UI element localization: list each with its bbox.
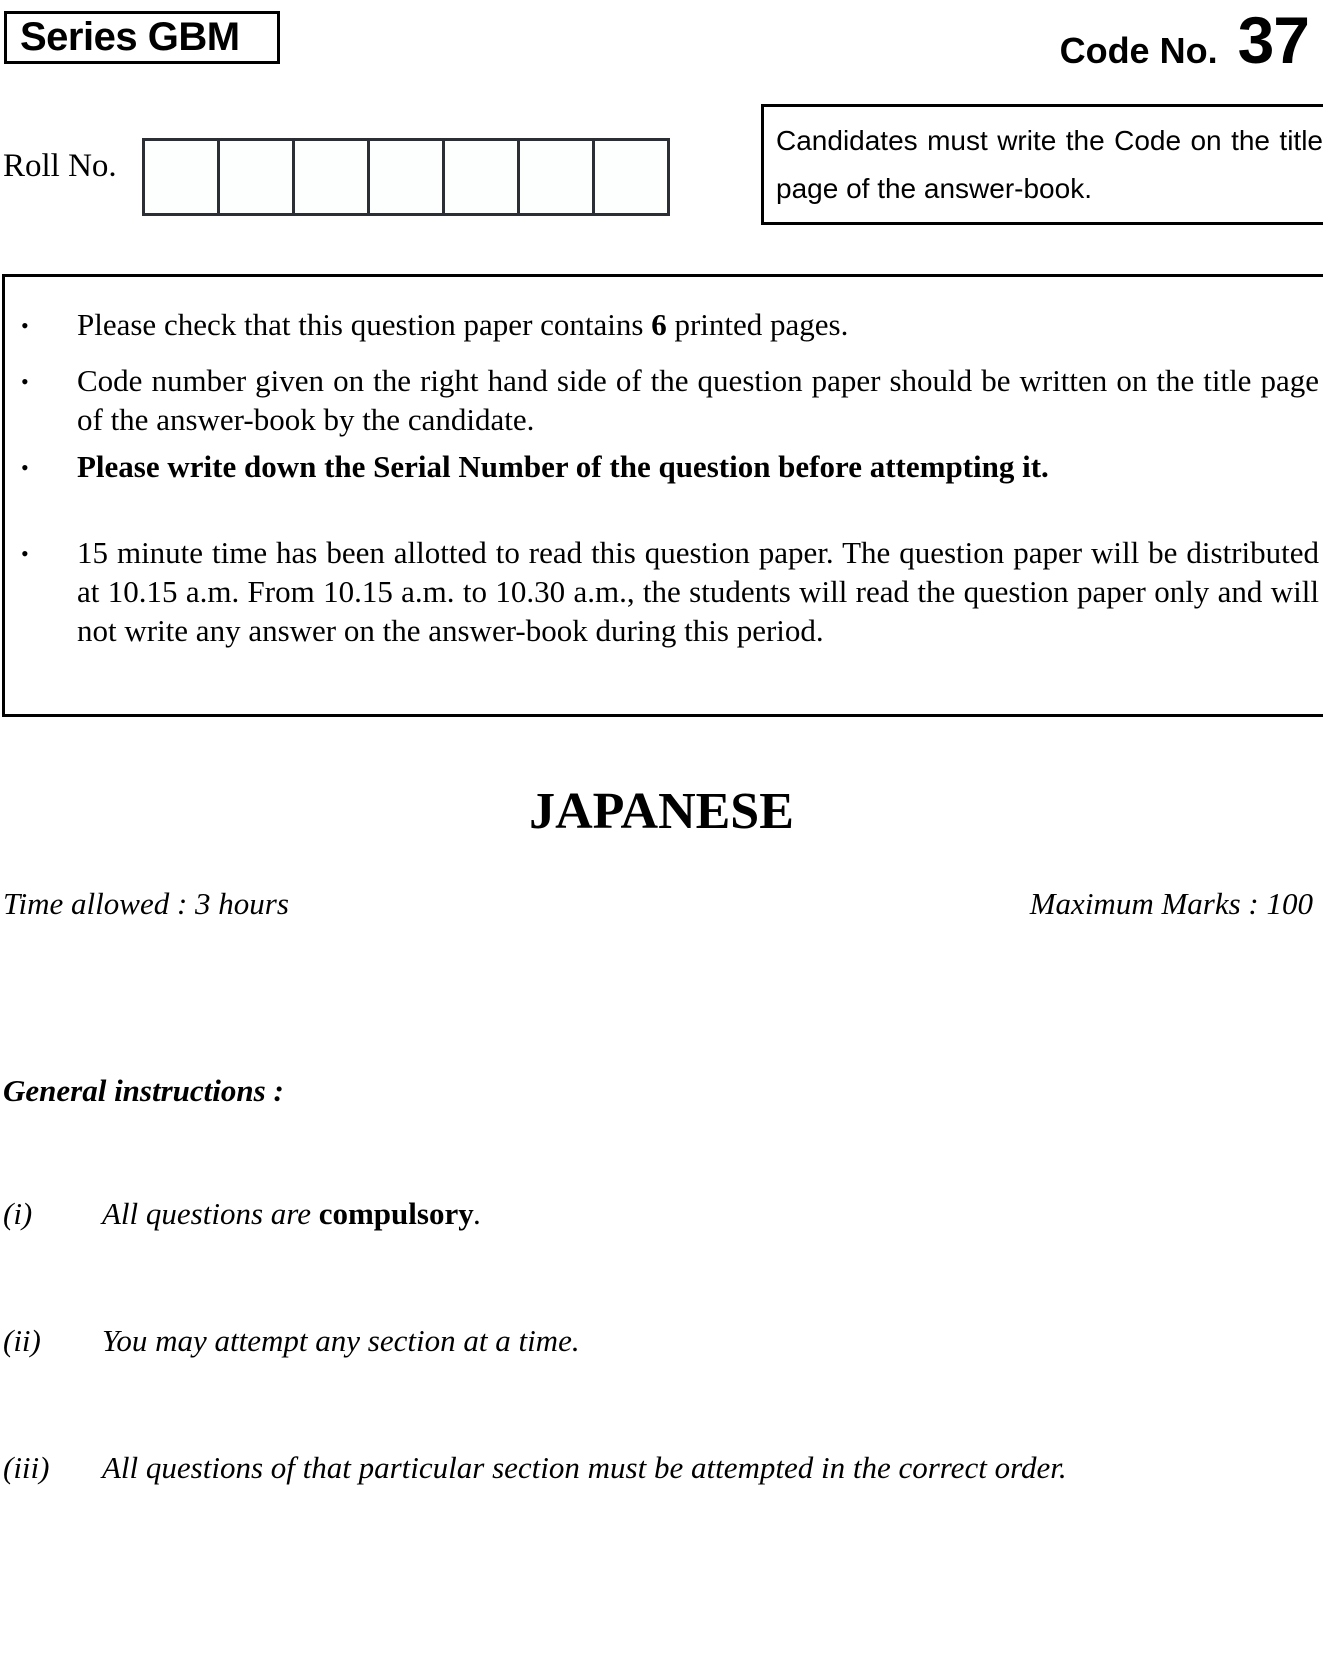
bullet-icon: • <box>21 541 29 566</box>
notice-item <box>77 305 1319 344</box>
instruction-item: You may attempt any section at a time. <box>102 1323 580 1358</box>
instruction-number: (iii) <box>3 1450 50 1485</box>
instruction-number: (ii) <box>3 1323 41 1358</box>
roll-number-cell[interactable] <box>520 141 595 213</box>
series-label: Series GBM <box>4 11 280 64</box>
notice-text: printed pages. <box>666 307 849 342</box>
notice-box <box>2 274 1323 717</box>
notice-item: Code number given on the right hand side of the question paper should be written on the title page of the answer-book by the candidate. <box>77 363 1319 437</box>
roll-number-cell[interactable] <box>370 141 445 213</box>
bullet-icon: • <box>21 455 29 480</box>
roll-number-cell[interactable] <box>145 141 220 213</box>
general-instructions-heading: General instructions : <box>3 1073 284 1108</box>
roll-number-cell[interactable] <box>295 141 370 213</box>
roll-number-boxes <box>142 138 670 216</box>
bullet-icon: • <box>21 369 29 394</box>
code-number <box>1059 2 1309 77</box>
roll-number-cell[interactable] <box>595 141 667 213</box>
time-allowed: Time allowed : 3 hours <box>3 886 289 921</box>
notice-item: Please write down the Serial Number of the question before attempting it. <box>77 449 1049 484</box>
notice-item: 15 minute time has been allotted to read this question paper. The question paper will be distributed at 10.15 a.m. From 10.15 a.m. to 10.30 a.m., the students will read the question paper only and will not write any answer on the answer-book during this period. <box>77 535 1319 648</box>
bullet-icon: • <box>21 313 29 338</box>
instruction-text: . <box>473 1196 482 1231</box>
instruction-item <box>102 1196 481 1232</box>
roll-number-cell[interactable] <box>220 141 295 213</box>
instruction-item: All questions of that particular section must be attempted in the correct order. <box>102 1450 1067 1485</box>
maximum-marks: Maximum Marks : 100 <box>1029 886 1313 921</box>
notice-text: Please check that this question paper contains <box>77 307 652 342</box>
candidate-code-note: Candidates must write the Code on the title page of the answer-book. <box>761 104 1323 225</box>
code-value: 37 <box>1237 3 1309 77</box>
instruction-emphasis: compulsory <box>318 1196 474 1231</box>
roll-number-label: Roll No. <box>3 148 117 184</box>
instruction-number: (i) <box>3 1196 33 1231</box>
page-count: 6 <box>651 307 667 342</box>
code-label: Code No. <box>1059 30 1218 71</box>
instruction-text: All questions are <box>102 1196 319 1231</box>
roll-number-cell[interactable] <box>445 141 520 213</box>
subject-title: JAPANESE <box>529 783 794 840</box>
